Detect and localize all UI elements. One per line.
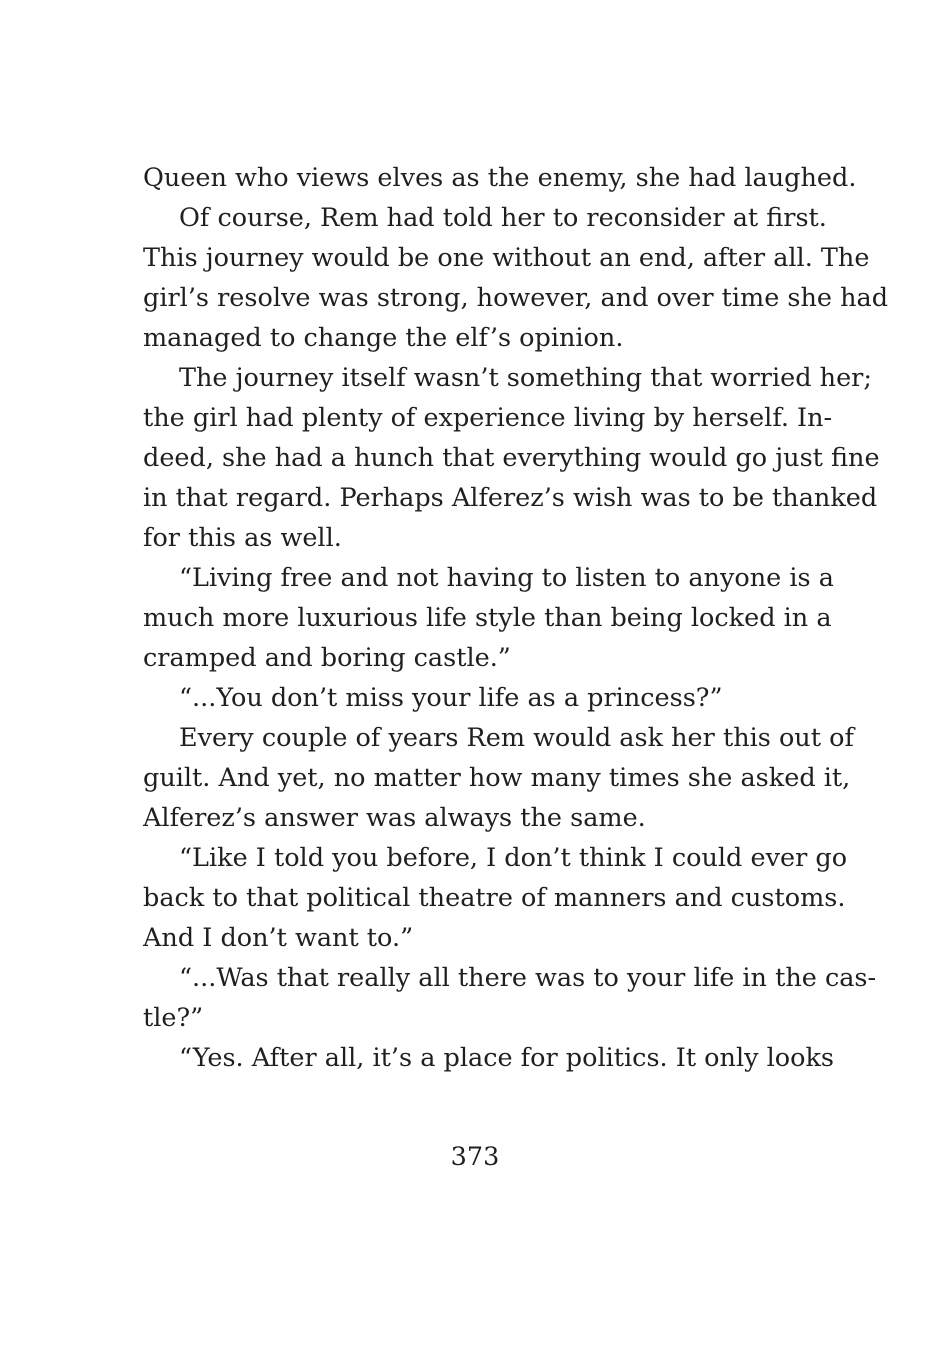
text-line: Every couple of years Rem would ask her this out of [179, 723, 854, 753]
text-line: Queen who views elves as the enemy, she had laughed. [143, 163, 857, 193]
text-line: for this as well. [143, 523, 342, 553]
text-line: deed, she had a hunch that everything would go just fine [143, 443, 880, 473]
text-line: the girl had plenty of experience living by herself. In- [143, 403, 833, 433]
text-line: “Yes. After all, it’s a place for politics. It only looks [179, 1043, 835, 1073]
text-line: And I don’t want to.” [143, 923, 414, 953]
text-line: “...You don’t miss your life as a princess?” [179, 683, 723, 713]
text-line: in that regard. Perhaps Alferez’s wish was to be thanked [143, 483, 878, 513]
body-text [143, 158, 889, 1078]
page-number: 373 [450, 1142, 500, 1172]
text-line: back to that political theatre of manners and customs. [143, 883, 846, 913]
text-line: girl’s resolve was strong, however, and over time she had [143, 283, 889, 313]
text-line: “Like I told you before, I don’t think I could ever go [179, 843, 848, 873]
text-line: guilt. And yet, no matter how many times she asked it, [143, 763, 851, 793]
text-line: much more luxurious life style than being locked in a [143, 603, 832, 633]
text-line: The journey itself wasn’t something that worried her; [179, 363, 872, 393]
text-line: managed to change the elf’s opinion. [143, 323, 624, 353]
text-line: This journey would be one without an end, after all. The [143, 243, 870, 273]
text-line: “...Was that really all there was to your life in the cas- [179, 963, 877, 993]
text-line: tle?” [143, 1003, 204, 1033]
text-line: Of course, Rem had told her to reconsider at first. [179, 203, 827, 233]
text-line: cramped and boring castle.” [143, 643, 511, 673]
text-line: Alferez’s answer was always the same. [143, 803, 646, 833]
text-line: “Living free and not having to listen to anyone is a [179, 563, 834, 593]
